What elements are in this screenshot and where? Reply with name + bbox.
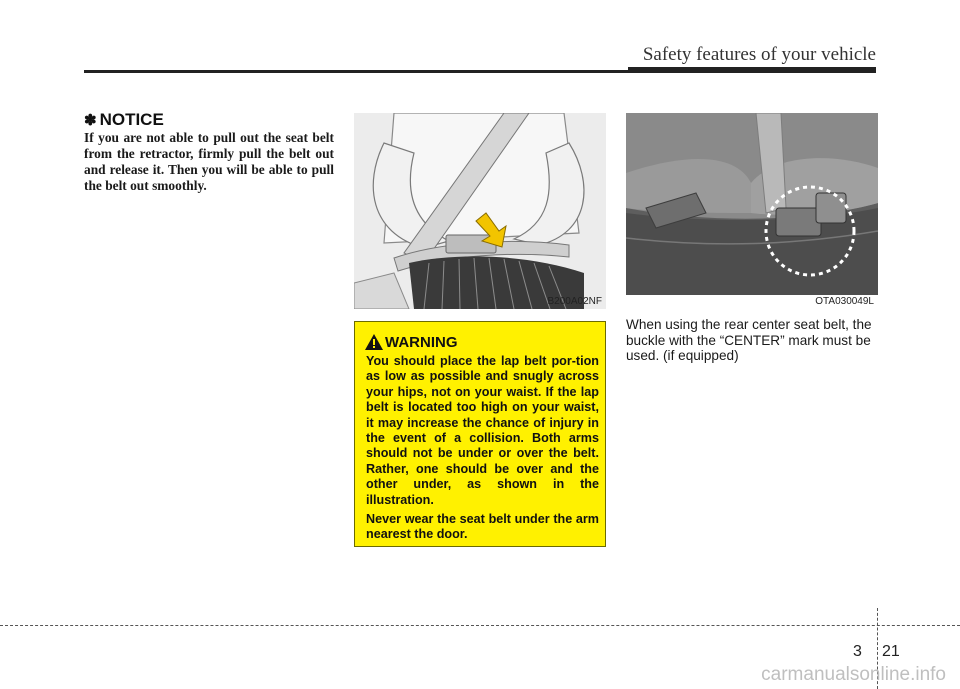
notice-heading [84, 110, 164, 130]
lap-belt-illustration [354, 113, 606, 309]
warning-paragraph-1: You should place the lap belt por-tion as low as possible and snugly across your hips, not on your waist. If the lap belt is located too high on your waist, it may increase the chance of injury in the event of a collision. Both arms should not be under or over the belt. Rather, one should be over and the other under, as shown in the illustration. [366, 354, 599, 507]
rear-center-buckle-illustration [626, 113, 878, 309]
notice-heading-label: NOTICE [99, 110, 164, 129]
watermark: carmanualsonline.info [761, 664, 946, 685]
lap-belt-drawing [354, 113, 606, 309]
warning-text [366, 354, 599, 547]
notice-star-icon: ✽ [84, 112, 97, 129]
warning-box [354, 321, 606, 547]
warning-triangle-icon [365, 334, 383, 350]
footer-rule [0, 625, 960, 626]
header-rule-accent [628, 67, 876, 73]
rear-seat-drawing [626, 113, 878, 295]
warning-title: WARNING [385, 334, 458, 351]
page-header-title: Safety features of your vehicle [642, 44, 876, 65]
chapter-number: 3 [853, 643, 862, 660]
page-number: 21 [882, 643, 900, 660]
rear-center-belt-caption: When using the rear center seat belt, the buckle with the “CENTER” mark must be used. (if equipped) [626, 317, 872, 363]
left-figure-code: B200A02NF [547, 296, 602, 307]
right-figure-code: OTA030049L [626, 295, 878, 309]
notice-body: If you are not able to pull out the seat belt from the retractor, firmly pull the belt out and release it. Then you will be able to pull the belt out smoothly. [84, 130, 334, 193]
warning-paragraph-2: Never wear the seat belt under the arm nearest the door. [366, 512, 599, 542]
